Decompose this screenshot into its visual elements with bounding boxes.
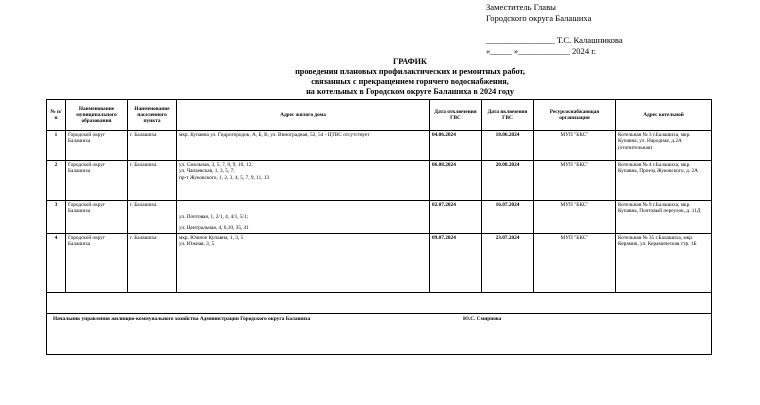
document-title — [200, 57, 620, 97]
row-org: МУП "БКС" — [534, 201, 616, 234]
approval-organization: Городского округа Балашиха — [486, 13, 592, 23]
row-boiler: Котельная № 35 г.Балашиха, мкр. Керамик, ул. Керамическая стр. 1Б — [616, 234, 712, 293]
row-org: МУП "БКС" — [534, 131, 616, 161]
header-municipality: Наименование муниципального образования — [66, 100, 128, 131]
row-municipality: Городской округ Балашиха — [66, 161, 128, 201]
approval-signature: ________________ Т.С. Калашникова — [486, 35, 623, 45]
schedule-table — [46, 99, 712, 355]
row-boiler: Котельная № 9 г.Балашиха, мкр. Купавна, Почтовый переулок, д. 11Д — [616, 201, 712, 234]
row-off-date: 06.08.2024 — [430, 161, 482, 201]
title-line-4: на котельных в Городском округе Балашиха в 2024 году — [306, 87, 514, 96]
header-org: Ресурсоснабжающая организация — [534, 100, 616, 131]
row-on-date: 20.08.2024 — [482, 161, 534, 201]
header-off-date: Дата отключения ГВС — [430, 100, 482, 131]
footer-position: Начальник управления жилищно-коммунального хозяйства Администрации Городского округа Балашиха — [53, 316, 311, 322]
address-line: мкр. Купавна ул. Гидрогородок, А, Б, В, ул. Виноградная, 52, 54 - ЦТВС отсутствует — [179, 132, 370, 138]
header-num: № п/п — [47, 100, 66, 131]
row-municipality: Городской округ Балашиха — [66, 201, 128, 234]
address-line: пр-т Жуковского, 1, 2, 3, 4, 5, 7, 9, 11, 13 — [179, 174, 270, 181]
row-settlement: г. Балашиха — [128, 161, 177, 201]
address-line: ул. Чапаевская, 1, 3, 5, 7; — [179, 168, 235, 175]
row-off-date: 02.07.2024 — [430, 201, 482, 234]
row-settlement: г. Балашиха — [128, 131, 177, 161]
footer-name: Ю.С. Смирнова — [463, 316, 502, 322]
approval-block — [486, 2, 623, 57]
table-row — [47, 131, 712, 161]
row-settlement: г. Балашиха — [128, 201, 177, 234]
row-municipality: Городской округ Балашиха — [66, 234, 128, 293]
row-address — [177, 234, 430, 293]
row-org: МУП "БКС" — [534, 161, 616, 201]
header-boiler: Адрес котельной — [616, 100, 712, 131]
row-num: 4 — [47, 234, 66, 293]
header-address: Адрес жилого дома — [177, 100, 430, 131]
row-settlement: г. Балашиха — [128, 234, 177, 293]
row-off-date: 09.07.2024 — [430, 234, 482, 293]
row-boiler: Котельная № 4 г.Балашиха, мкр. Купавна, Проезд Жуковского, д. 2А — [616, 161, 712, 201]
row-address — [177, 201, 430, 234]
approval-date: «_____ »____________ 2024 г. — [486, 46, 596, 56]
address-line: ул. Центральная, 4, 6,10, 35, 41 — [179, 225, 249, 232]
address-line: мкр. Южное Купавна, 1, 3, 5 — [179, 235, 244, 241]
row-num: 2 — [47, 161, 66, 201]
header-settlement: Наименование населенного пункта — [128, 100, 177, 131]
row-address — [177, 131, 430, 161]
title-line-3: связанных с прекращением горячего водоснабжения, — [311, 77, 509, 86]
header-on-date: Дата включения ГВС — [482, 100, 534, 131]
table-header-row — [47, 100, 712, 131]
row-municipality: Городской округ Балашиха — [66, 131, 128, 161]
row-on-date: 16.07.2024 — [482, 201, 534, 234]
row-boiler: Котельная № 3 г.Балашиха, мкр. Купавна, ул. Народная, д.2А (отопительная) — [616, 131, 712, 161]
row-off-date: 04.06.2024 — [430, 131, 482, 161]
table-row — [47, 201, 712, 234]
table-footer-row — [47, 314, 712, 355]
empty-row-cell — [47, 293, 712, 314]
row-on-date: 18.06.2024 — [482, 131, 534, 161]
row-on-date: 23.07.2024 — [482, 234, 534, 293]
row-num: 3 — [47, 201, 66, 234]
approval-position: Заместитель Главы — [486, 2, 556, 12]
table-row-empty — [47, 293, 712, 314]
address-line: ул. Смольная, 3, 5, 7, 8, 9, 10, 12; — [179, 162, 253, 168]
row-org: МУП "БКС" — [534, 234, 616, 293]
footer-cell — [47, 314, 712, 355]
row-address — [177, 161, 430, 201]
row-num: 1 — [47, 131, 66, 161]
address-line: ул. Южная, 3, 5 — [179, 241, 215, 248]
title-line-2: проведения плановых профилактических и ремонтных работ, — [295, 67, 525, 76]
title-heading: ГРАФИК — [393, 57, 427, 66]
address-line: ул. Почтовая, 1, 2/1, 4, 4/1, 5/1; — [179, 214, 249, 220]
table-row — [47, 161, 712, 201]
table-row — [47, 234, 712, 293]
